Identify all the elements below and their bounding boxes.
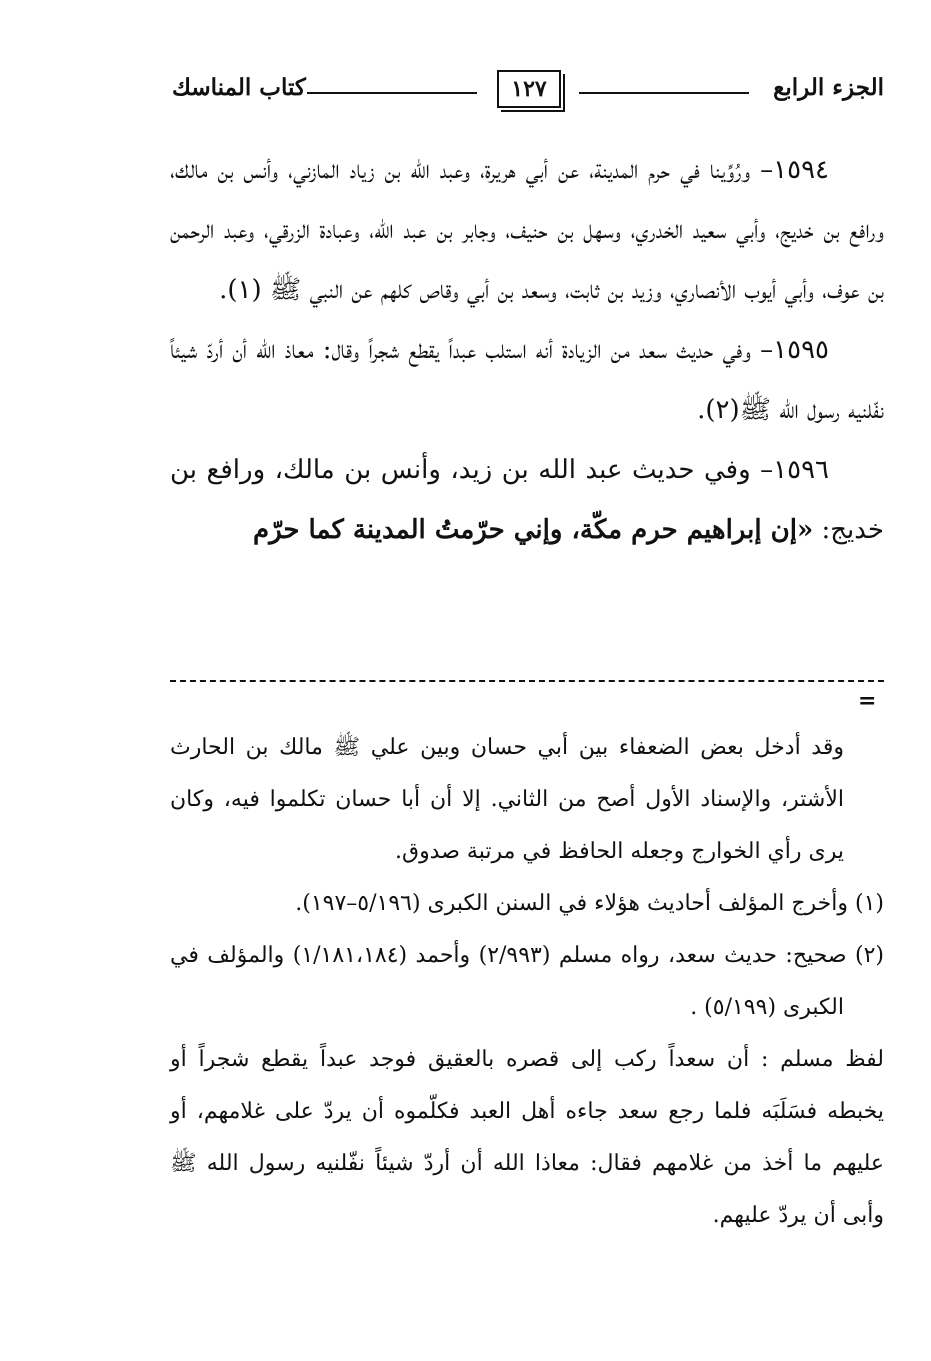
volume-title: الجزء الرابع (773, 74, 884, 101)
header-rule-right (579, 92, 749, 94)
footnote-1: (١) وأخرج المؤلف أحاديث هؤلاء في السنن الكبرى (٥/١٩٦–١٩٧). (295, 891, 884, 916)
muslim-wording: لفظ مسلم : أن سعداً ركب إلى قصره بالعقيق فوجد عبداً يقطع شجراً أو يخبطه فسَلَبَه فلما رجع سعد جاءه أهل العبد فكلّموه أن يردّ على غلامهم، أو عليهم ما أخذ من غلامهم فقال: معاذا الله أن أردّ شيئاً نفّلنيه رسول الله ﷺ وأبى أن يردّ عليهم. (170, 1047, 884, 1228)
main-text (170, 140, 884, 560)
page-number: ١٢٧ (497, 70, 561, 108)
footnotes (170, 722, 884, 1242)
paragraph-1594: ١٥٩٤– ورُوِّينا في حرم المدينة، عن أبي هريرة، وعبد الله بن زياد المازني، وأنس بن مالك، ورافع بن خديج، وأبي سعيد الخدري، وسهل بن حنيف، وجابر بن عبد الله، وعبادة الزرقي، وعبد الرحمن بن عوف، وأبي أيوب الأنصاري، وزيد بن ثابت، وسعد بن أبي وقاص كلهم عن النبي ﷺ (١). (170, 155, 884, 305)
footnote-divider (170, 680, 884, 684)
continuation-mark: = (858, 688, 877, 714)
paragraph-1595: ١٥٩٥– وفي حديث سعد من الزيادة أنه استلب عبداً يقطع شجراً وقال: معاذ الله أن أردّ شيئاً نفّلنيه رسول الله ﷺ(٢). (170, 335, 884, 425)
header-rule-left (307, 92, 477, 94)
chapter-title: كتاب المناسك (172, 74, 306, 101)
footnote-continuation: وقد أدخل بعض الضعفاء بين أبي حسان وبين علي ﷺ مالك بن الحارث الأشتر، والإسناد الأول أصح من الثاني. إلا أن أبا حسان تكلموا فيه، وكان يرى رأي الخوارج وجعله الحافظ في مرتبة صدوق. (170, 735, 844, 864)
footnote-2: (٢) صحيح: حديث سعد، رواه مسلم (٢/٩٩٣) وأحمد (١/١٨١،١٨٤) والمؤلف في الكبرى (٥/١٩٩) . (170, 943, 884, 1020)
page-header (172, 70, 884, 110)
paragraph-1596 (170, 440, 884, 560)
paragraph-1596-text: ١٥٩٦– وفي حديث عبد الله بن زيد، وأنس بن مالك، ورافع بن خديج: (170, 455, 884, 545)
hadith-quote: «إن إبراهيم حرم مكّة، وإني حرّمتُ المدينة كما حرّم (252, 515, 814, 545)
